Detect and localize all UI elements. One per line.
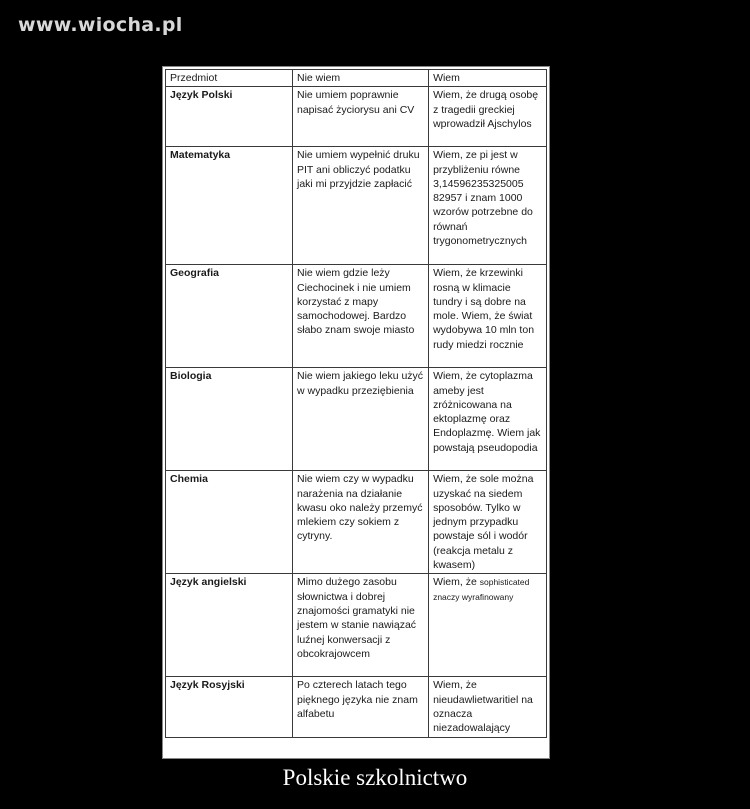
table-row [166,574,547,677]
table-row [166,677,547,737]
dont-know-cell: Nie wiem gdzie leży Ciechocinek i nie umiem korzystać z mapy samochodowej. Bardzo słabo znam swoje miasto [293,265,429,368]
dont-know-cell: Nie wiem czy w wypadku narażenia na działanie kwasu oko należy przemyć mlekiem czy sokiem z cytryny. [293,471,429,574]
header-dont-know: Nie wiem [293,70,429,87]
dont-know-cell: Nie wiem jakiego leku użyć w wypadku przeziębienia [293,368,429,471]
subject-cell: Język angielski [166,574,293,677]
header-subject: Przedmiot [166,70,293,87]
site-watermark: www.wiocha.pl [18,14,183,36]
know-cell: Wiem, że drugą osobę z tragedii greckiej wprowadził Ajschylos [429,87,547,147]
know-cell: Wiem, że nieudawlietwaritiel na oznacza niezadowalający [429,677,547,737]
dont-know-cell: Po czterech latach tego pięknego języka nie znam alfabetu [293,677,429,737]
know-cell: Wiem, że sole można uzyskać na siedem sposobów. Tylko w jednym przypadku powstaje sól i wodór (reakcja metalu z kwasem) [429,471,547,574]
know-cell: Wiem, ze pi jest w przybliżeniu równe 3,14596235325005 82957 i znam 1000 wzorów potrzebne do równań trygonometrycznych [429,147,547,265]
table-row [166,87,547,147]
table-row [166,471,547,574]
comparison-table [165,69,547,738]
subject-cell: Język Rosyjski [166,677,293,737]
know-small-text: sophisticated znaczy wyrafinowany [433,577,530,602]
subject-cell: Biologia [166,368,293,471]
subject-cell: Język Polski [166,87,293,147]
dont-know-cell: Nie umiem poprawnie napisać życiorysu ani CV [293,87,429,147]
table-row [166,265,547,368]
subject-cell: Geografia [166,265,293,368]
comparison-table-frame [162,66,550,759]
table-header-row [166,70,547,87]
know-prefix: Wiem, że [433,576,477,589]
know-cell: Wiem, że cytoplazma ameby jest zróżnicowana na ektoplazmę oraz Endoplazmę. Wiem jak powstają pseudopodia [429,368,547,471]
poster-caption: Polskie szkolnictwo [282,765,468,790]
dont-know-cell: Mimo dużego zasobu słownictwa i dobrej znajomości gramatyki nie jestem w stanie nawiązać luźnej konwersacji z obcokrajowcem [293,574,429,677]
know-cell [429,574,547,677]
know-cell: Wiem, że krzewinki rosną w klimacie tundry i są dobre na mole. Wiem, że świat wydobywa 10 mln ton rudy miedzi rocznie [429,265,547,368]
subject-cell: Matematyka [166,147,293,265]
dont-know-cell: Nie umiem wypełnić druku PIT ani obliczyć podatku jaki mi przyjdzie zapłacić [293,147,429,265]
header-know: Wiem [429,70,547,87]
table-row [166,368,547,471]
subject-cell: Chemia [166,471,293,574]
table-row [166,147,547,265]
